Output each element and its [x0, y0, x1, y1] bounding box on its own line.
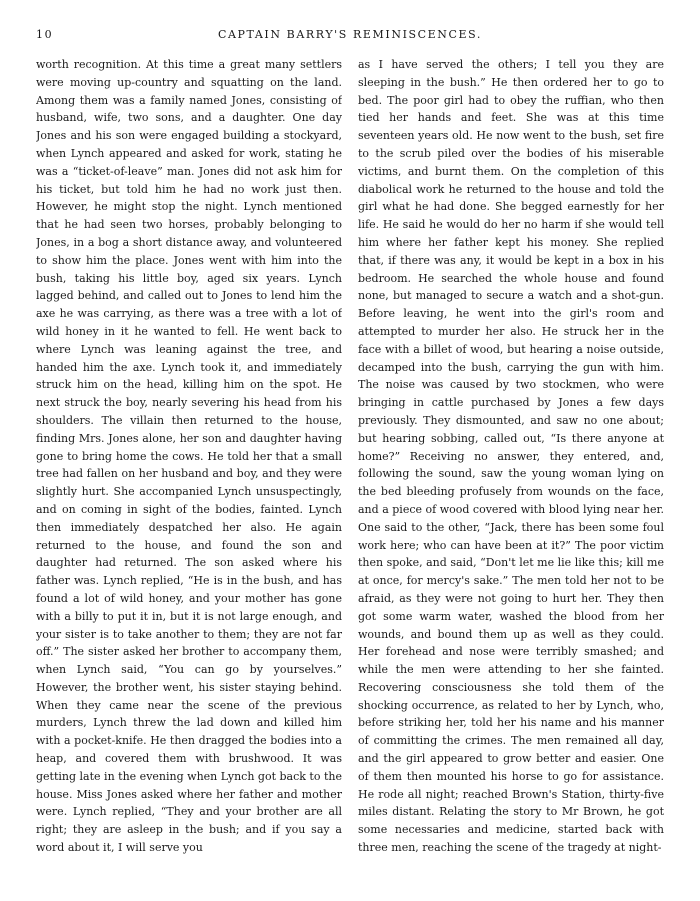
- running-title: CAPTAIN BARRY'S REMINISCENCES.: [217, 28, 483, 41]
- page-number: 10: [36, 28, 54, 41]
- text-column-left: [36, 56, 342, 886]
- running-head: [36, 28, 664, 48]
- body-text-left: worth recognition. At this time a great many settlers were moving up-country and squatting on the land. Among them was a family named Jones, consisting of husband, wife, two sons, and a daughter. One day Jones and his son were engaged building a stockyard, when Lynch appeared and asked for work, stating he was a “ticket-of-leave” man. Jones did not ask him for his ticket, but told him he had no work just then. However, he might stop the night. Lynch mentioned that he had seen two horses, probably belonging to Jones, in a bog a short distance away, and volunteered to show him the place. Jones went with him into the bush, taking his little boy, aged six years. Lynch lagged behind, and called out to Jones to lend him the axe he was carrying, as there was a tree with a lot of wild honey in it he wanted to fell. He went back to where Lynch was leaning against the tree, and handed him the axe. Lynch took it, and immediately struck him on the head, killing him on the spot. He next struck the boy, nearly severing his head from his shoulders. The villain then returned to the house, finding Mrs. Jones alone, her son and daughter having gone to bring home the cows. He told her that a small tree had fallen on her husband and boy, and they were slightly hurt. She accompanied Lynch unsuspectingly, and on coming in sight of the bodies, fainted. Lynch then immediately despatched her also. He again returned to the house, and found the son and daughter had returned. The son asked where his father was. Lynch replied, “He is in the bush, and has found a lot of wild honey, and your mother has gone with a billy to put it in, but it is not large enough, and your sister is to take another to them; they are not far off.” The sister asked her brother to accompany them, when Lynch said, “You can go by yourselves.” However, the brother went, his sister staying behind. When they came near the scene of the previous murders, Lynch threw the lad down and killed him with a pocket-knife. He then dragged the bodies into a heap, and covered them with brushwood. It was getting late in the evening when Lynch got back to the house. Miss Jones asked where her father and mother were. Lynch replied, “They and your brother are all right; they are asleep in the bush; and if you say a word about it, I will serve you: [36, 58, 342, 855]
- body-text-right: as I have served the others; I tell you they are sleeping in the bush.” He then ordered her to go to bed. The poor girl had to obey the ruffian, who then tied her hands and feet. She was at this time seventeen years old. He now went to the bush, set fire to the scrub piled over the bodies of his miserable victims, and burnt them. On the completion of this diabolical work he returned to the house and told the girl what he had done. She begged earnestly for her life. He said he would do her no harm if she would tell him where her father kept his money. She replied that, if there was any, it would be kept in a box in his bedroom. He searched the whole house and found none, but managed to secure a watch and a shot-gun. Before leaving, he went into the girl's room and attempted to murder her also. He struck her in the face with a billet of wood, but hearing a noise outside, decamped into the bush, carrying the gun with him. The noise was caused by two stockmen, who were bringing in cattle purchased by Jones a few days previously. They dismounted, and saw no one about; but hearing sobbing, called out, “Is there anyone at home?” Receiving no answer, they entered, and, following the sound, saw the young woman lying on the bed bleeding profusely from wounds on the face, and a piece of wood covered with blood lying near her. One said to the other, “Jack, there has been some foul work here; who can have been at it?” The poor victim then spoke, and said, “Don't let me lie like this; kill me at once, for mercy's sake.” The men told her not to be afraid, as they were not going to hurt her. They then got some warm water, washed the blood from her wounds, and bound them up as well as they could. Her forehead and nose were terribly smashed; and while the men were attending to her she fainted. Recovering consciousness she told them of the shocking occurrence, as related to her by Lynch, who, before striking her, told her his name and his manner of committing the crimes. The men remained all day, and the girl appeared to grow better and easier. One of them then mounted his horse to go for assistance. He rode all night; reached Brown's Station, thirty-five miles distant. Relating the story to Mr Brown, he got some necessaries and medicine, started back with three men, reaching the scene of the tragedy at night-: [358, 58, 664, 855]
- text-column-right: [358, 56, 664, 886]
